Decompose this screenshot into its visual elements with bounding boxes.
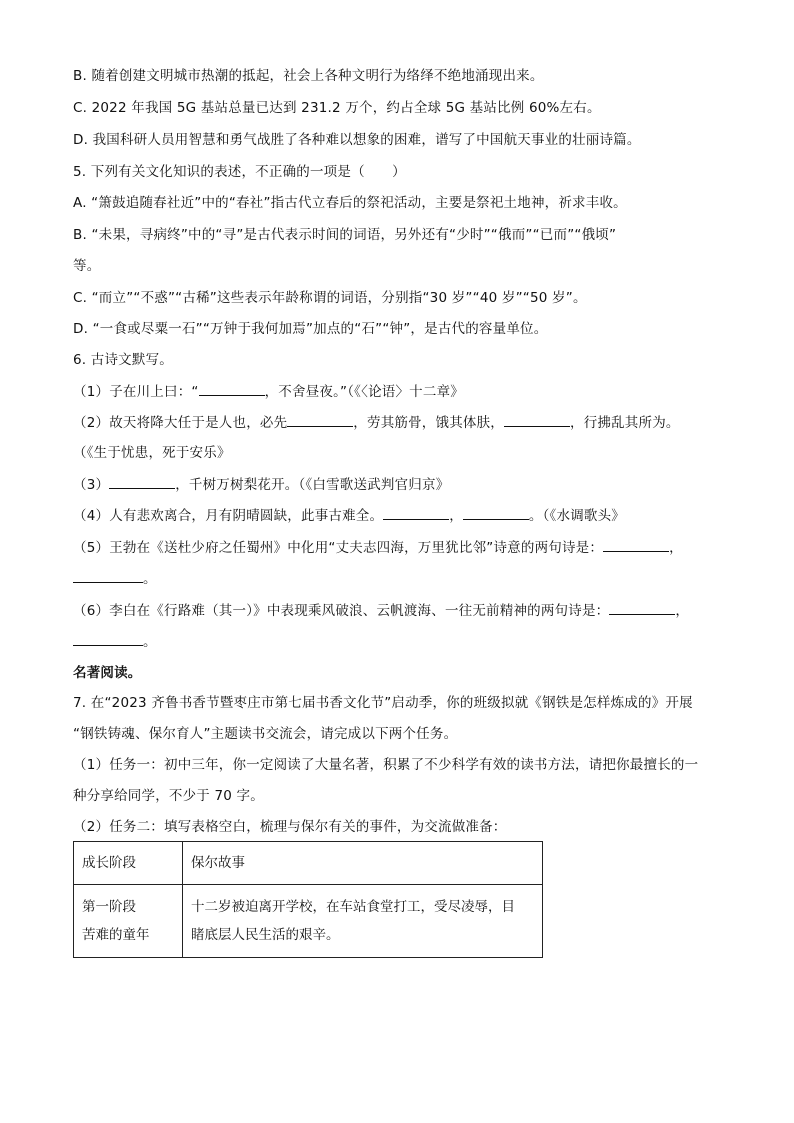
q6-1-suffix: ，不舍昼夜。”（《〈论语〉十二章》 [264, 384, 464, 400]
q6-item-5 [73, 537, 723, 558]
q6-item-1 [73, 381, 723, 402]
q4-option-d: D. 我国科研人员用智慧和勇气战胜了各种难以想象的困难，谱写了中国航天事业的壮丽诗篇。 [73, 132, 641, 148]
q4-option-b: B. 随着创建文明城市热潮的抵起，社会上各种文明行为络绎不绝地涌现出来。 [73, 68, 544, 84]
q6-item-6-line2 [73, 631, 723, 652]
q6-item-3 [73, 474, 723, 495]
stage-name: 第一阶段 [82, 899, 136, 915]
q7-stem-line1: 7. 在“2023 齐鲁书香节暨枣庄市第七届书香文化节”启动季，你的班级拟就《钢铁是怎样炼成的》开展 [73, 695, 693, 711]
q6-6-blank-2[interactable] [73, 631, 143, 646]
q6-4-blank-1[interactable] [383, 505, 449, 520]
q6-item-2-source: （《生于忧患，死于安乐》 [73, 445, 231, 461]
table-row [74, 885, 543, 958]
q6-item-5-line2 [73, 568, 723, 589]
q7-task2: （2）任务二：填写表格空白，梳理与保尔有关的事件，为交流做准备： [73, 819, 507, 835]
q6-2-suffix: ，行拂乱其所为。 [570, 415, 680, 431]
story-line-1: 十二岁被迫离开学校，在车站食堂打工，受尽凌辱，目 [191, 899, 515, 915]
q5-option-c: C. “而立”“不惑”“古稀”这些表示年龄称谓的词语，分别指“30 岁”“40 岁”“50 岁”。 [73, 290, 587, 306]
q7-stem-line2: “钢铁铸魂、保尔育人”主题读书交流会，请完成以下两个任务。 [73, 726, 458, 742]
q6-4-prefix: （4）人有悲欢离合，月有阴晴圆缺，此事古难全。 [73, 508, 384, 524]
q6-2-prefix: （2）故天将降大任于是人也，必先 [73, 415, 288, 431]
table-header-row [74, 842, 543, 885]
q5-stem: 5. 下列有关文化知识的表述，不正确的一项是（ ） [73, 164, 406, 180]
q6-4-suffix: 。（《水调歌头》 [528, 508, 626, 524]
q6-5-comma: ， [669, 540, 683, 556]
header-story-cell: 保尔故事 [183, 842, 543, 885]
q6-4-blank-2[interactable] [463, 505, 529, 520]
q6-2-blank-2[interactable] [504, 412, 570, 427]
q6-5-blank-2[interactable] [73, 568, 143, 583]
story-line-2: 睹底层人民生活的艰辛。 [191, 927, 340, 943]
q6-1-blank[interactable] [199, 381, 265, 396]
q6-3-blank[interactable] [109, 474, 175, 489]
q6-2-blank-1[interactable] [287, 412, 353, 427]
q6-stem: 6. 古诗文默写。 [73, 352, 173, 368]
q6-item-2 [73, 412, 723, 433]
q6-5-blank-1[interactable] [603, 537, 669, 552]
q6-5-prefix: （5）王勃在《送杜少府之任蜀州》中化用“丈夫志四海，万里犹比邻”诗意的两句诗是： [73, 540, 604, 556]
q6-1-prefix: （1）子在川上曰：“ [73, 384, 199, 400]
q6-2-middle: ，劳其筋骨，饿其体肤， [353, 415, 504, 431]
q6-6-comma: ， [675, 603, 690, 619]
q5-option-b-line1: B. “未果，寻病终”中的“寻”是古代表示时间的词语，另外还有“少时”“俄而”“已而”“俄顷” [73, 227, 617, 243]
story-cell [183, 885, 543, 958]
stage-cell [74, 885, 183, 958]
header-stage-cell: 成长阶段 [74, 842, 183, 885]
q6-6-prefix: （6）李白在《行路难（其一）》中表现乘风破浪、云帆渡海、一往无前精神的两句诗是： [73, 603, 610, 619]
section-heading: 名著阅读。 [73, 665, 142, 681]
q7-task1-line2: 种分享给同学，不少于 70 字。 [73, 788, 264, 804]
q5-option-b-line2: 等。 [73, 258, 101, 274]
pavel-story-table [73, 841, 543, 958]
q6-6-blank-1[interactable] [609, 600, 675, 615]
q6-4-comma: ， [449, 508, 463, 524]
q7-task1-line1: （1）任务一：初中三年，你一定阅读了大量名著，积累了不少科学有效的读书方法，请把你最擅长的一 [73, 757, 699, 773]
stage-subtitle: 苦难的童年 [82, 927, 150, 943]
q4-option-c: C. 2022 年我国 5G 基站总量已达到 231.2 万个，约占全球 5G 基站比例 60%左右。 [73, 100, 601, 116]
q5-option-d: D. “一食或尽粟一石”“万钟于我何加焉”加点的“石”“钟”，是古代的容量单位。 [73, 321, 548, 337]
q6-3-prefix: （3） [73, 477, 110, 493]
q6-5-end: 。 [143, 571, 157, 587]
q6-3-suffix: ，千树万树梨花开。（《白雪歌送武判官归京》 [175, 477, 450, 493]
q6-item-6 [73, 600, 723, 621]
q5-option-a: A. “箫鼓追随春社近”中的“春社”指古代立春后的祭祀活动，主要是祭祀土地神，祈求丰收。 [73, 195, 627, 211]
q6-item-4 [73, 505, 723, 526]
q6-6-end: 。 [143, 634, 157, 650]
